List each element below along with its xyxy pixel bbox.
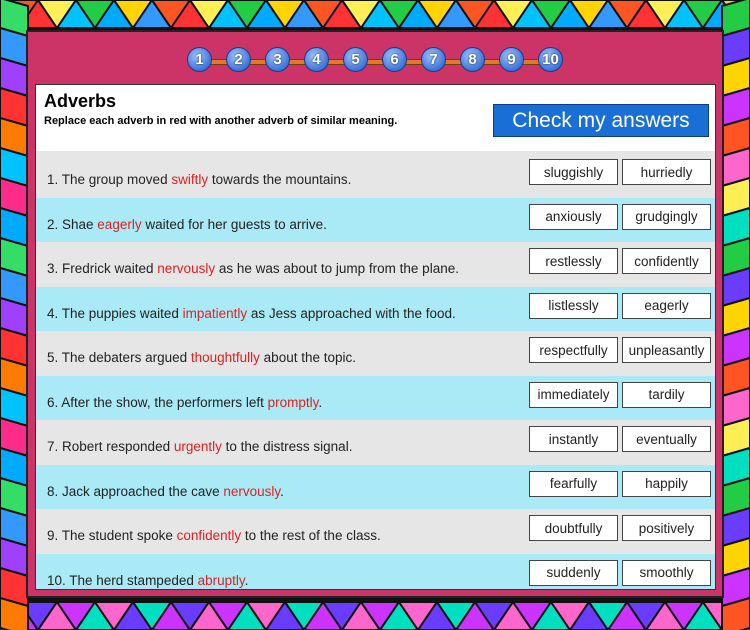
target-adverb: urgently bbox=[173, 439, 222, 454]
answer-option[interactable]: hurriedly bbox=[622, 159, 711, 185]
pager-track bbox=[180, 47, 570, 72]
question-prefix: 6. After the show, the performers left bbox=[47, 394, 268, 410]
question-text bbox=[47, 395, 322, 410]
target-adverb: eagerly bbox=[97, 216, 142, 232]
page-button-7[interactable]: 7 bbox=[421, 47, 446, 72]
answer-option[interactable]: suddenly bbox=[529, 560, 618, 586]
question-suffix: . bbox=[280, 483, 284, 499]
answer-option[interactable]: respectfully bbox=[529, 337, 618, 363]
answer-option[interactable]: listlessly bbox=[529, 293, 618, 319]
answer-option[interactable]: instantly bbox=[529, 426, 618, 452]
question-prefix: 8. Jack approached the cave bbox=[47, 483, 224, 499]
question-text bbox=[47, 350, 356, 365]
answer-option[interactable]: immediately bbox=[529, 382, 618, 408]
question-prefix: 3. Fredrick waited bbox=[47, 261, 158, 276]
question-suffix: about the topic. bbox=[259, 350, 356, 365]
answer-option[interactable]: doubtfully bbox=[529, 515, 618, 541]
worksheet-card bbox=[35, 84, 716, 590]
question-suffix: as Jess approached with the food. bbox=[247, 305, 456, 321]
question-prefix: 10. The herd stampeded bbox=[47, 572, 198, 588]
question-text bbox=[47, 217, 327, 232]
target-adverb: promptly bbox=[267, 394, 319, 410]
answer-option[interactable]: happily bbox=[622, 471, 711, 497]
answer-option[interactable]: sluggishly bbox=[529, 159, 618, 185]
question-row bbox=[36, 198, 715, 243]
target-adverb: swiftly bbox=[171, 172, 209, 187]
question-prefix: 9. The student spoke bbox=[47, 528, 177, 543]
answer-option[interactable]: eagerly bbox=[622, 293, 711, 319]
page-button-1[interactable]: 1 bbox=[187, 47, 212, 72]
answer-option[interactable]: confidently bbox=[622, 248, 711, 274]
question-text bbox=[47, 573, 248, 588]
page-button-4[interactable]: 4 bbox=[304, 47, 329, 72]
answer-option[interactable]: unpleasantly bbox=[622, 337, 711, 363]
question-row bbox=[36, 376, 715, 421]
target-adverb: abruptly bbox=[197, 572, 245, 588]
instructions-text: Replace each adverb in red with another adverb of similar meaning. bbox=[44, 115, 398, 127]
answer-option[interactable]: anxiously bbox=[529, 204, 618, 230]
page-button-3[interactable]: 3 bbox=[265, 47, 290, 72]
answer-option[interactable]: smoothly bbox=[622, 560, 711, 586]
question-text bbox=[47, 484, 284, 499]
answer-option[interactable]: grudgingly bbox=[622, 204, 711, 230]
target-adverb: nervously bbox=[157, 261, 216, 276]
question-suffix: to the distress signal. bbox=[221, 439, 353, 454]
question-prefix: 5. The debaters argued bbox=[47, 350, 191, 365]
question-row bbox=[36, 509, 715, 554]
question-suffix: . bbox=[318, 394, 323, 410]
question-suffix: to the rest of the class. bbox=[241, 528, 381, 543]
question-text bbox=[47, 261, 459, 276]
question-text bbox=[47, 528, 381, 543]
answer-option[interactable]: eventually bbox=[622, 426, 711, 452]
page-button-2[interactable]: 2 bbox=[226, 47, 251, 72]
page-button-8[interactable]: 8 bbox=[460, 47, 485, 72]
page-button-5[interactable]: 5 bbox=[343, 47, 368, 72]
page-button-6[interactable]: 6 bbox=[382, 47, 407, 72]
question-text bbox=[47, 439, 352, 454]
question-row bbox=[36, 554, 715, 591]
answer-option[interactable]: fearfully bbox=[529, 471, 618, 497]
question-row bbox=[36, 287, 715, 332]
question-row bbox=[36, 465, 715, 510]
activity-panel bbox=[26, 30, 724, 598]
answer-option[interactable]: restlessly bbox=[529, 248, 618, 274]
question-suffix: waited for her guests to arrive. bbox=[141, 216, 327, 232]
question-text bbox=[47, 306, 456, 321]
question-prefix: 1. The group moved bbox=[47, 172, 172, 187]
target-adverb: nervously bbox=[223, 483, 281, 499]
check-answers-button[interactable]: Check my answers bbox=[493, 104, 709, 137]
question-prefix: 4. The puppies waited bbox=[47, 305, 183, 321]
answer-option[interactable]: tardily bbox=[622, 382, 711, 408]
page-button-9[interactable]: 9 bbox=[499, 47, 524, 72]
question-suffix: as he was about to jump from the plane. bbox=[215, 261, 459, 276]
question-prefix: 2. Shae bbox=[47, 216, 98, 232]
page-button-10[interactable]: 10 bbox=[538, 47, 563, 72]
question-text bbox=[47, 172, 351, 187]
question-row bbox=[36, 331, 715, 376]
page-title: Adverbs bbox=[44, 91, 117, 111]
question-pager bbox=[28, 44, 722, 74]
question-suffix: . bbox=[244, 572, 249, 588]
question-list bbox=[36, 153, 715, 590]
target-adverb: thoughtfully bbox=[190, 350, 260, 365]
question-suffix: towards the mountains. bbox=[208, 172, 352, 187]
question-prefix: 7. Robert responded bbox=[47, 439, 174, 454]
question-row bbox=[36, 153, 715, 198]
question-row bbox=[36, 242, 715, 287]
target-adverb: confidently bbox=[176, 528, 242, 543]
target-adverb: impatiently bbox=[182, 305, 248, 321]
question-row bbox=[36, 420, 715, 465]
answer-option[interactable]: positively bbox=[622, 515, 711, 541]
